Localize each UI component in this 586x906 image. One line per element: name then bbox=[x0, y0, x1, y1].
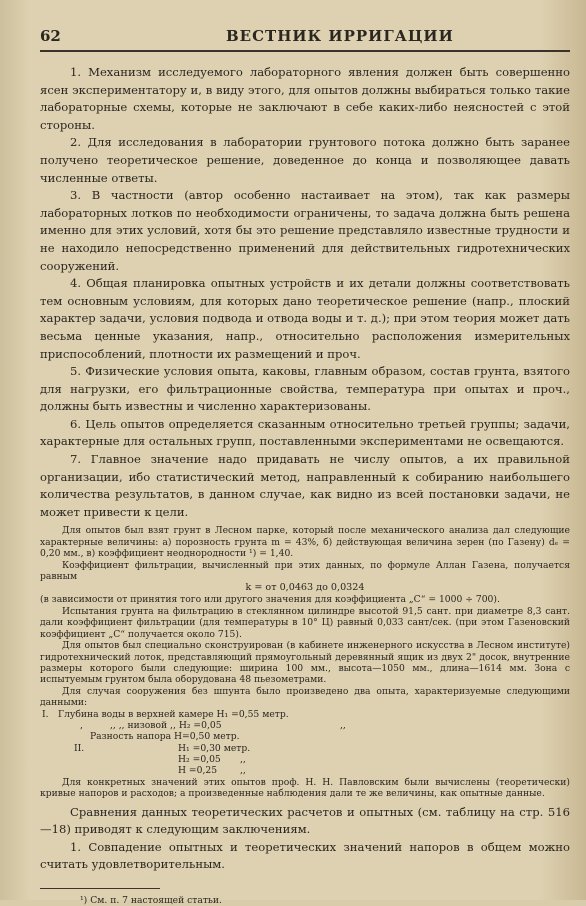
data-row: H =0,25 ,, bbox=[178, 765, 246, 777]
data-row: , ,, ,, низовой ,, H₂ =0,05 ,, bbox=[80, 719, 346, 731]
small-paragraph-coef: Коэффициент фильтрации, вычисленный при этих данных, по формуле Аллан Газена, получается равным bbox=[40, 559, 570, 583]
data-row: II. H₁ =0,30 метр. bbox=[74, 742, 251, 754]
data-row: Разность напора H=0,50 метр. bbox=[90, 731, 240, 743]
paragraph-comparison: Сравнения данных теоретических расчетов и опытных (см. таблицу на стр. 516—18) приводят к следующим заключениям. bbox=[40, 804, 570, 837]
paragraph-conclusion-1: 1. Совпадение опытных и теоретических значений напоров в общем можно считать удовлетворительным. bbox=[40, 839, 570, 872]
small-paragraph-dependence: (в зависимости от принятия того или другого значения для коэффициента „C“ = 1000 ÷ 700). bbox=[40, 594, 500, 606]
paragraph-3: 3. В частности (автор особенно настаивает на этом), так как размеры лабораторных лотков по необходимости ограничены, то задача должна быть решена именно для этих условий, хотя бы это решение представляло известные трудности и не находило непосредственно применений для действительных гидротехнических сооружений. bbox=[40, 188, 570, 273]
journal-title: ВЕСТНИК ИРРИГАЦИИ bbox=[226, 27, 454, 45]
small-paragraph-tests: Испытания грунта на фильтрацию в стеклянном цилиндре высотой 91,5 сант. при диаметре 8,3 сант. дали коэффициент фильтрации (для температуры в 10° Ц) равный 0,033 сант/сек. (при этом Газеновский коэффициент „C“ получается около 715). bbox=[40, 605, 570, 640]
footnote: ¹) См. п. 7 настоящей статьи. bbox=[80, 895, 222, 906]
data-row: I. Глубина воды в верхней камере H₁ =0,55 метр. bbox=[42, 708, 289, 720]
page-header bbox=[40, 27, 560, 49]
small-paragraph-soil: Для опытов был взят грунт в Лесном парке, который после механического анализа дал следующие характерные величины: а) порозность грунта m = 43%, б) действующая величина зерен (по Газену) dₑ = 0,20 мм., в) коэффициент неоднородности ¹) = 1,40. bbox=[40, 525, 570, 560]
small-paragraph-flume: Для опытов был специально сконструирован (в кабинете инженерного искусства в Лесном институте) гидротехнический лоток, представляющий прямоугольный деревянный ящик из двух 2" досок, внутренние размеры которого были следующие: ширина 100 мм., высота—1050 мм., длина—1614 мм. Зона с испытуемым грунтом была оборудована 48 пьезометрами. bbox=[40, 640, 570, 686]
paragraph-5: 5. Физические условия опыта, каковы, главным образом, состав грунта, взятого для нагрузки, его фильтрационные свойства, температура при опытах и проч., должны быть известны и численно характеризованы. bbox=[40, 364, 570, 414]
experiment-data bbox=[40, 709, 570, 777]
footnote-rule bbox=[40, 888, 160, 889]
header-rule bbox=[40, 50, 570, 52]
paragraph-7: 7. Главное значение надо придавать не числу опытов, а их правильной организации, ибо статистический метод, направленный к собиранию наибольшего количества результатов, в данном случае, как видно из всей постановки задачи, не может привести к цели. bbox=[40, 452, 570, 519]
small-paragraph-pavlovsky: Для конкретных значений этих опытов проф. Н. Н. Павловским были вычислены (теоретически) кривые напоров и расходов; а произведенные наблюдения дали те же величины, как опытные данные. bbox=[40, 776, 570, 800]
article-body bbox=[40, 64, 570, 906]
paragraph-6: 6. Цель опытов определяется сказанным относительно третьей группы; задачи, характерные для остальных групп, поставленными экспериментами не освещаются. bbox=[40, 416, 570, 449]
data-row: H₂ =0,05 ,, bbox=[178, 754, 246, 766]
page-number: 62 bbox=[40, 27, 61, 45]
paragraph-2: 2. Для исследования в лаборатории грунтового потока должно быть заранее получено теоретическое решение, доведенное до конца и позволяющее давать численные ответы. bbox=[40, 135, 570, 185]
formula-k: k = от 0,0463 до 0,0324 bbox=[245, 582, 365, 594]
paragraph-1: 1. Механизм исследуемого лабораторного явления должен быть совершенно ясен экспериментатору и, в виду этого, для опытов должны выбираться только такие лабораторные схемы, которые не заключают в себе каких-либо неясностей с этой стороны. bbox=[40, 65, 570, 132]
paragraph-4: 4. Общая планировка опытных устройств и их детали должны соответствовать тем основным условиям, для которых дано теоретическое решение (напр., плоский характер задачи, условия подвода и отвода воды и т. д.); при этом теория может дать весьма ценные указания, напр., относительно расположения измерительных приспособлений, плотности их размещений и проч. bbox=[40, 276, 570, 361]
small-paragraph-cases: Для случая сооружения без шпунта было произведено два опыта, характеризуемые следующими данными: bbox=[40, 685, 570, 709]
